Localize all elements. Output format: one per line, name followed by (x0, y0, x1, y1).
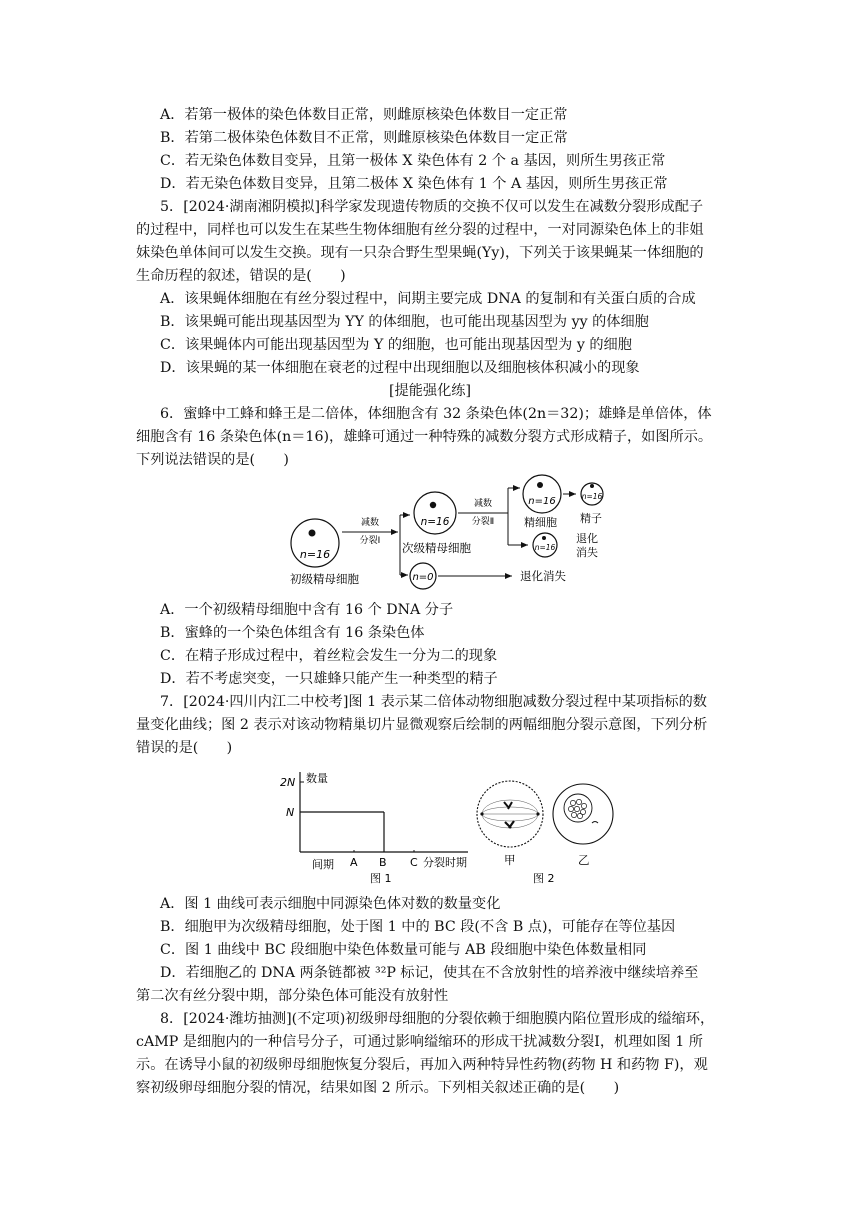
q4-option-a: A．若第一极体的染色体数目正常，则雌原核染色体数目一定正常 (160, 107, 568, 123)
meiosis2-top: 减数 (473, 499, 493, 509)
primary-cell-label: n=16 (299, 548, 331, 561)
q6-stem-line2: 细胞含有 16 条染色体(n＝16)，雄蜂可通过一种特殊的减数分裂方式形成精子，如图所示。 (136, 429, 713, 445)
secondary-label: 次级精母细胞 (402, 541, 471, 555)
spermatid-cell-label: n=16 (528, 496, 556, 507)
q6-option-a: A．一个初级精母细胞中含有 16 个 DNA 分子 (160, 602, 454, 618)
fig1-caption: 图 1 (370, 872, 392, 884)
q4-option-b: B．若第二极体染色体数目不正常，则雌原核染色体数目一定正常 (160, 130, 568, 146)
q5-stem-line3: 妹染色单体间可以发生交换。现有一只杂合野生型果蝇(Yy)，下列关于该果蝇某一体细胞的 (136, 245, 704, 261)
fig1-y-n: N (286, 806, 295, 819)
spermatid-cell (523, 475, 561, 513)
q5-option-a: A．该果蝇体细胞在有丝分裂过程中，间期主要完成 DNA 的复制和有关蛋白质的合成 (160, 291, 696, 307)
meiosis1-bottom: 分裂Ⅰ (359, 536, 381, 546)
fig1-x-interphase: 间期 (312, 858, 334, 871)
n0-cell-label: n=0 (412, 572, 434, 583)
degenerate-bottom: 消失 (576, 546, 598, 559)
meiosis2-bottom: 分裂Ⅱ (471, 517, 495, 527)
q5-option-d: D．该果蝇的某一体细胞在衰老的过程中出现细胞以及细胞核体积减小的现象 (160, 360, 640, 376)
degenerate-top: 退化 (576, 532, 598, 545)
q6-stem-line3: 下列说法错误的是( ) (136, 452, 289, 468)
q7-stem-line1: 7．[2024·四川内江二中校考]图 1 表示某二倍体动物细胞减数分裂过程中某项指标的数 (160, 694, 707, 710)
q4-option-c: C．若无染色体数目变异，且第一极体 X 染色体有 2 个 a 基因，则所生男孩正常 (160, 153, 666, 169)
q7-option-c: C．图 1 曲线中 BC 段细胞中染色体数量可能与 AB 段细胞中染色体数量相同 (160, 942, 647, 958)
q6-option-d: D．若不考虑突变，一只雄蜂只能产生一种类型的精子 (160, 671, 498, 687)
cell-yi-label: 乙 (578, 853, 590, 867)
q7-option-b: B．细胞甲为次级精母细胞，处于图 1 中的 BC 段(不含 B 点)，可能存在等位基因 (160, 919, 676, 935)
q5-stem-line4: 生命历程的叙述，错误的是( ) (136, 268, 346, 284)
q5-stem-line1: 5．[2024·湖南湘阴模拟]科学家发现遗传物质的交换不仅可以发生在减数分裂形成配子 (160, 199, 704, 215)
cell-jia-label: 甲 (504, 853, 516, 867)
q7-option-d-line2: 第二次有丝分裂中期，部分染色体可能没有放射性 (136, 988, 449, 1004)
q7-option-a: A．图 1 曲线可表示细胞中同源染色体对数的数量变化 (160, 896, 501, 912)
q4-option-d: D．若无染色体数目变异，且第二极体 X 染色体有 1 个 A 基因，则所生男孩正常 (160, 176, 668, 192)
q8-stem-line2: cAMP 是细胞内的一种信号分子，可通过影响缢缩环的形成干扰减数分裂Ⅰ，机理如图 1 所 (136, 1034, 703, 1050)
fig1-x-label: 分裂时期 (423, 856, 467, 869)
secondary-cell-label: n=16 (420, 516, 450, 528)
q5-option-c: C．该果蝇体内可能出现基因型为 Y 的细胞，也可能出现基因型为 y 的细胞 (160, 337, 632, 353)
fig1-y-label: 数量 (306, 772, 328, 785)
q7-figure (278, 764, 618, 884)
fig2-caption: 图 2 (533, 872, 555, 884)
q7-stem-line3: 错误的是( ) (136, 740, 233, 756)
q8-stem-line1: 8．[2024·潍坊抽测](不定项)初级卵母细胞的分裂依赖于细胞膜内陷位置形成的缢缩环， (160, 1011, 715, 1027)
q6-option-b: B．蜜蜂的一个染色体组含有 16 条染色体 (160, 625, 425, 641)
fig1-x-c: C (410, 856, 418, 869)
fig1-x-b: B (379, 856, 387, 869)
meiosis1-top: 减数 (360, 518, 380, 528)
q8-stem-line4: 察初级卵母细胞分裂的情况，结果如图 2 所示。下列相关叙述正确的是( ) (136, 1080, 620, 1096)
q6-stem-line1: 6．蜜蜂中工蜂和蜂王是二倍体，体细胞含有 32 条染色体(2n＝32)；雄蜂是单倍体，体 (160, 406, 712, 422)
q7-option-d-line1: D．若细胞乙的 DNA 两条链都被 ³²P 标记，使其在不含放射性的培养液中继续培养至 (160, 965, 699, 981)
q5-stem-line2: 的过程中，同样也可以发生在某些生物体细胞有丝分裂的过程中，一对同源染色体上的非姐 (136, 222, 704, 238)
sperm-label: 精子 (580, 512, 602, 525)
fig1-y-2n: 2N (280, 776, 296, 789)
primary-label: 初级精母细胞 (290, 572, 359, 586)
q6-option-c: C．在精子形成过程中，着丝粒会发生一分为二的现象 (160, 648, 498, 664)
degenerate-label: 退化消失 (520, 569, 566, 583)
q5-option-b: B．该果蝇可能出现基因型为 YY 的体细胞，也可能出现基因型为 yy 的体细胞 (160, 314, 649, 330)
fig1-x-a: A (350, 856, 358, 869)
spermatid-label: 精细胞 (524, 516, 557, 529)
degenerate-cell-label: n=16 (534, 543, 556, 552)
q7-stem-line2: 量变化曲线；图 2 表示对该动物精巢切片显微观察后绘制的两幅细胞分裂示意图，下列分析 (136, 717, 708, 733)
q6-figure (280, 470, 620, 595)
q8-stem-line3: 示。在诱导小鼠的初级卵母细胞恢复分裂后，再加入两种特异性药物(药物 H 和药物 F)，观 (136, 1057, 708, 1073)
sperm-cell-label: n=16 (581, 492, 603, 501)
section-heading: [提能强化练] (388, 383, 471, 399)
